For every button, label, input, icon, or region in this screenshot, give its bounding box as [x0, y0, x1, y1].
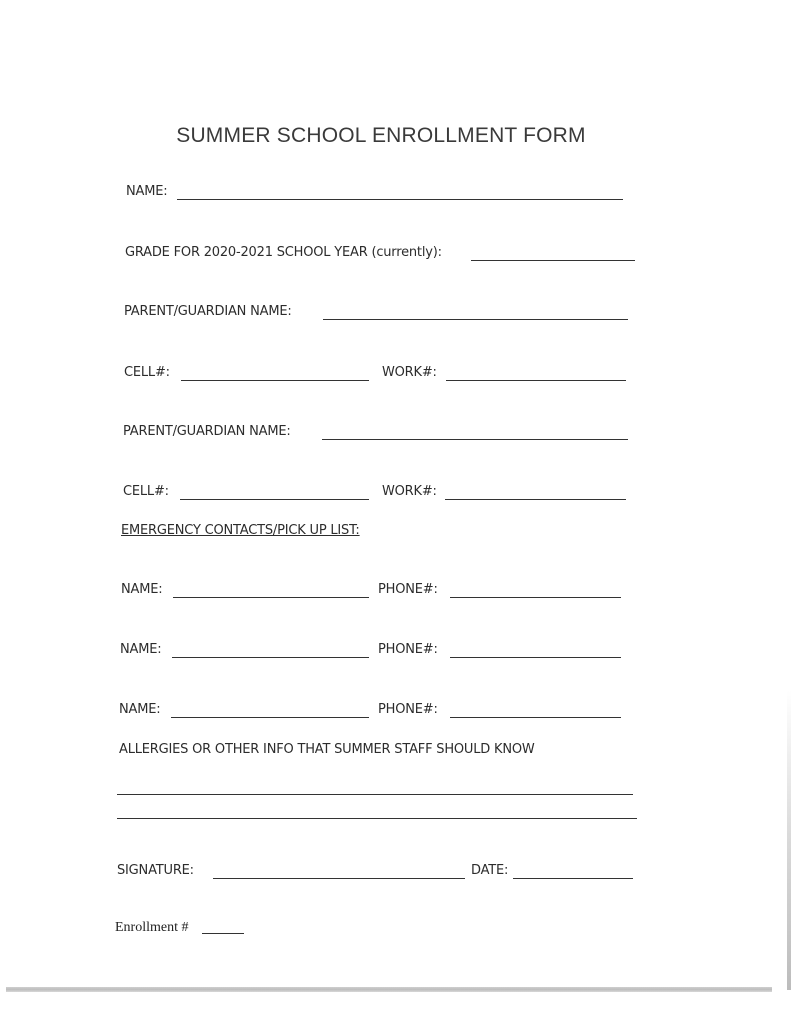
- parent1-work-label: WORK#:: [382, 365, 437, 380]
- allergies-line-2[interactable]: [117, 818, 637, 819]
- signature-field[interactable]: [213, 878, 465, 879]
- parent1-name-label: PARENT/GUARDIAN NAME:: [124, 304, 292, 319]
- contact-name-label: NAME:: [119, 702, 161, 717]
- signature-label: SIGNATURE:: [117, 863, 194, 878]
- allergies-line-1[interactable]: [117, 794, 633, 795]
- parent2-work-field[interactable]: [445, 499, 626, 500]
- contact-row: [0, 641, 791, 663]
- date-label: DATE:: [471, 863, 509, 878]
- emergency-contacts-heading: EMERGENCY CONTACTS/PICK UP LIST:: [121, 523, 360, 538]
- contact-name-field[interactable]: [171, 717, 369, 718]
- contact-name-field[interactable]: [173, 597, 369, 598]
- parent1-row: [0, 303, 791, 325]
- parent1-cell-field[interactable]: [181, 380, 369, 381]
- scan-edge-bar: [6, 987, 772, 992]
- signature-row: [0, 862, 791, 884]
- parent1-cell-label: CELL#:: [124, 365, 170, 380]
- contact-phone-label: PHONE#:: [378, 642, 438, 657]
- contact-phone-label: PHONE#:: [378, 582, 438, 597]
- scan-right-edge: [787, 690, 791, 990]
- contact-phone-field[interactable]: [450, 657, 621, 658]
- parent2-work-label: WORK#:: [382, 484, 437, 499]
- contact-phone-field[interactable]: [450, 717, 621, 718]
- enrollment-number-field[interactable]: [202, 933, 244, 934]
- grade-row: [0, 244, 791, 266]
- allergies-label: ALLERGIES OR OTHER INFO THAT SUMMER STAFF SHOULD KNOW: [119, 742, 535, 757]
- contact-row: [0, 701, 791, 723]
- parent1-phone-row: [0, 364, 791, 386]
- parent2-phone-row: [0, 483, 791, 505]
- contact-row: [0, 581, 791, 603]
- contact-name-field[interactable]: [172, 657, 369, 658]
- grade-label: GRADE FOR 2020-2021 SCHOOL YEAR (currently):: [125, 245, 442, 260]
- parent2-cell-label: CELL#:: [123, 484, 169, 499]
- student-name-field[interactable]: [177, 199, 623, 200]
- student-name-label: NAME:: [126, 184, 168, 199]
- parent1-work-field[interactable]: [446, 380, 626, 381]
- contact-phone-label: PHONE#:: [378, 702, 438, 717]
- student-name-row: [0, 183, 791, 205]
- contact-name-label: NAME:: [121, 582, 163, 597]
- contact-phone-field[interactable]: [450, 597, 621, 598]
- date-field[interactable]: [513, 878, 633, 879]
- enrollment-number-label: Enrollment #: [115, 920, 189, 935]
- parent2-cell-field[interactable]: [180, 499, 369, 500]
- contact-name-label: NAME:: [120, 642, 162, 657]
- grade-field[interactable]: [471, 260, 635, 261]
- parent2-name-label: PARENT/GUARDIAN NAME:: [123, 424, 291, 439]
- parent2-row: [0, 423, 791, 445]
- parent1-name-field[interactable]: [323, 319, 628, 320]
- parent2-name-field[interactable]: [322, 439, 628, 440]
- page-title: SUMMER SCHOOL ENROLLMENT FORM: [176, 124, 586, 147]
